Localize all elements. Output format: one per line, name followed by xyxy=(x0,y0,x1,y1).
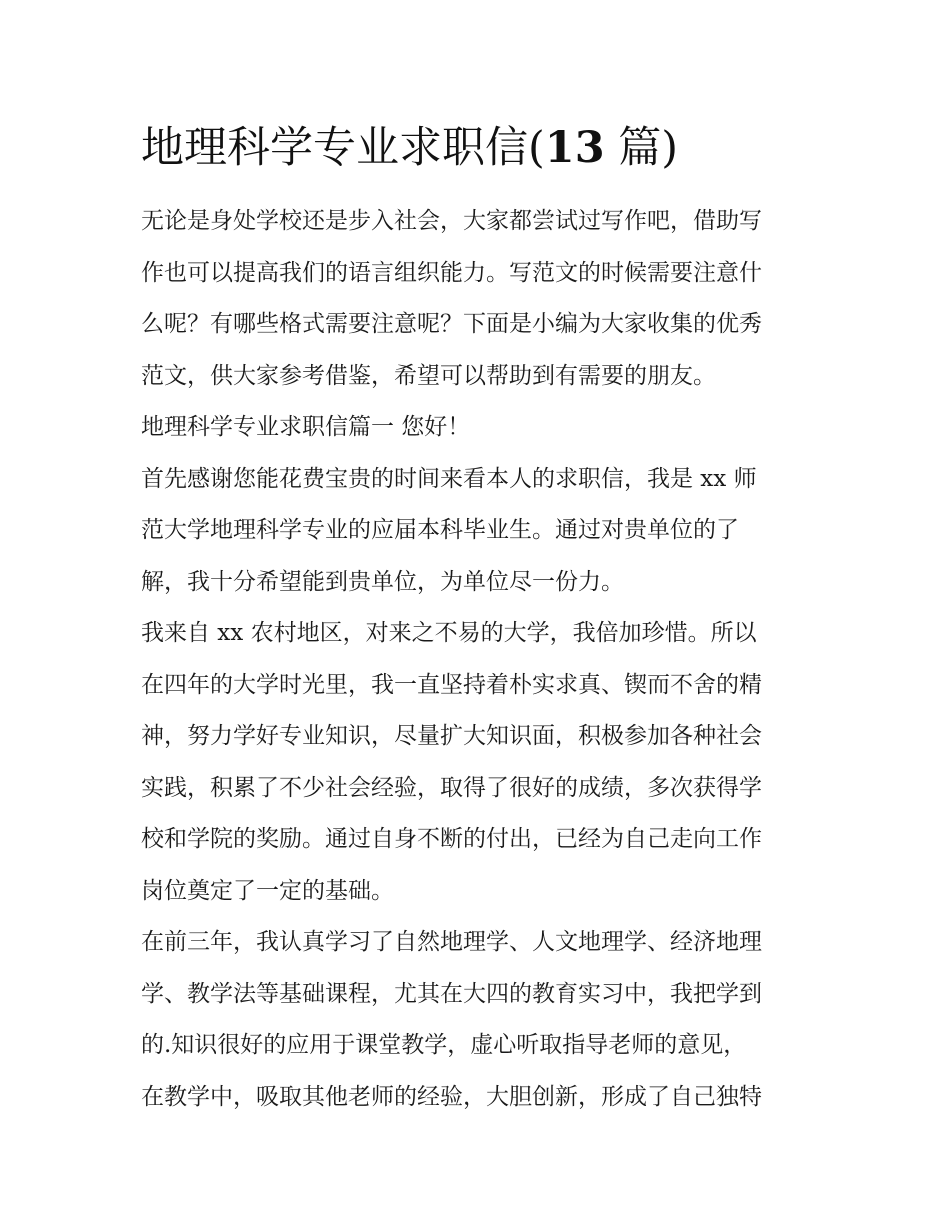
text-line: 岗位奠定了一定的基础。 xyxy=(141,877,394,904)
text-line: 么呢？有哪些格式需要注意呢？下面是小编为大家收集的优秀 xyxy=(141,311,762,337)
text-line: 无论是身处学校还是步入社会，大家都尝试过写作吧，借助写 xyxy=(141,208,762,234)
text-line: 的.知识很好的应用于课堂教学，虚心听取指导老师的意见， xyxy=(141,1032,747,1058)
text-line: 学、教学法等基础课程，尤其在大四的教育实习中，我把学到 xyxy=(141,980,762,1007)
text-line: 首先感谢您能花费宝贵的时间来看本人的求职信，我是 xx 师 xyxy=(141,465,757,492)
text-line: 校和学院的奖励。通过自身不断的付出，已经为自己走向工作 xyxy=(141,826,762,852)
text-line: 在四年的大学时光里，我一直坚持着朴实求真、锲而不舍的精 xyxy=(141,671,762,698)
text-line: 在教学中，吸取其他老师的经验，大胆创新，形成了自己独特 xyxy=(141,1083,762,1110)
text-line: 我来自 xx 农村地区，对来之不易的大学，我倍加珍惜。所以 xyxy=(141,620,757,646)
title-number: 13 xyxy=(544,123,605,173)
text-line: 实践，积累了不少社会经验，取得了很好的成绩，多次获得学 xyxy=(141,774,762,801)
document-body xyxy=(141,196,821,1123)
text-line: 范文，供大家参考借鉴，希望可以帮助到有需要的朋友。 xyxy=(141,362,716,389)
text-line: 神，努力学好专业知识，尽量扩大知识面，积极参加各种社会 xyxy=(141,723,762,749)
text-line: 作也可以提高我们的语言组织能力。写范文的时候需要注意什 xyxy=(141,259,762,286)
section-heading-line: 地理科学专业求职信篇一 您好！ xyxy=(141,414,471,440)
title-prefix: 地理科学专业求职信( xyxy=(141,123,545,173)
text-line: 范大学地理科学专业的应届本科毕业生。通过对贵单位的了 xyxy=(141,517,739,543)
title-suffix: 篇) xyxy=(604,123,679,173)
document-title xyxy=(141,118,678,178)
text-line: 在前三年，我认真学习了自然地理学、人文地理学、经济地理 xyxy=(141,929,762,955)
text-line: 解，我十分希望能到贵单位，为单位尽一份力。 xyxy=(141,568,624,595)
